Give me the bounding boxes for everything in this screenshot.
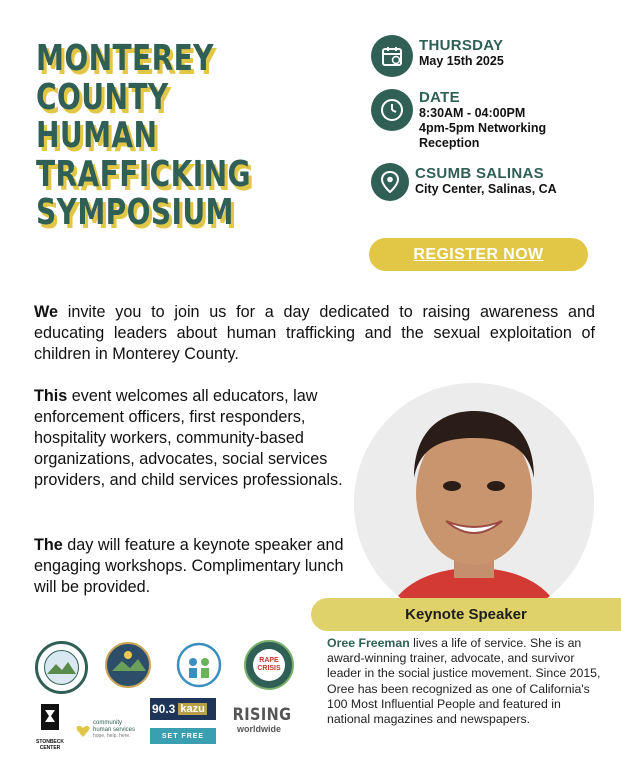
intro-lead: We (34, 303, 58, 321)
agenda-lead: The (34, 536, 63, 554)
community-text: community human services (93, 720, 136, 733)
set-free-logo: SET FREE (150, 728, 216, 744)
agenda-paragraph (34, 535, 364, 598)
kazu-logo (150, 698, 216, 720)
map-pin-icon (371, 163, 409, 201)
register-now-button[interactable]: REGISTER NOW (369, 238, 588, 271)
rape-crisis-text: RAPE CRISIS (253, 649, 285, 681)
reception-line: Reception (419, 136, 480, 150)
audience-text: event welcomes all educators, law enforcement officers, first responders, hospitality workers, community-based organizations, advocates, social services providers, and child services professionals. (34, 387, 343, 489)
community-tagline: hope. help. here. (93, 733, 131, 739)
county-seal-logo (34, 640, 89, 700)
event-title (36, 40, 251, 233)
audience-lead: This (34, 387, 68, 405)
date-text: May 15th 2025 (419, 54, 504, 68)
partner-circle-logo (176, 642, 222, 693)
agenda-text: day will feature a keynote speaker and engaging workshops. Complimentary lunch will be provided. (34, 536, 344, 596)
keynote-speaker-label: Keynote Speaker (311, 598, 621, 631)
speaker-bio-text: lives a life of service. She is an award-winning trainer, advocate, and survivor leader in the social justice movement. Since 2015, Oree has been recognized as one of California's 100 Most Influential People and featured in national magazines and newspapers. (327, 636, 601, 727)
kazu-frequency: 90.3 (152, 702, 176, 716)
speaker-bio (327, 636, 607, 727)
title-line: HUMAN (36, 115, 158, 156)
rising-text: RISING (232, 705, 292, 725)
calendar-icon (371, 35, 413, 77)
audience-paragraph (34, 386, 364, 491)
title-line: TRAFFICKING (36, 153, 251, 195)
time-line: 8:30AM - 04:00PM (419, 106, 526, 120)
keynote-speaker-photo (354, 383, 594, 623)
stonbeck-text: STONBECK CENTER (36, 739, 64, 751)
location-heading: CSUMB SALINAS (415, 165, 544, 182)
day-heading: THURSDAY (419, 37, 504, 54)
intro-paragraph (34, 302, 595, 365)
speaker-name: Oree Freeman (327, 636, 410, 650)
rising-sub-text: worldwide (236, 724, 281, 734)
stonbeck-center-logo (36, 702, 64, 751)
community-human-services-logo (76, 720, 138, 739)
networking-line: 4pm-5pm Networking (419, 121, 547, 135)
time-heading: DATE (419, 89, 460, 106)
rape-crisis-center-logo (244, 640, 294, 690)
title-line: MONTEREY (36, 38, 214, 79)
clock-icon (371, 89, 413, 131)
intro-text: invite you to join us for a day dedicated to raising awareness and educating leaders about human trafficking and the sexual exploitation of children in Monterey County. (34, 303, 595, 363)
county-office-logo (104, 641, 152, 694)
rising-worldwide-logo (228, 706, 290, 734)
title-line: COUNTY (36, 76, 169, 118)
kazu-text: kazu (180, 703, 205, 715)
location-address: City Center, Salinas, CA (415, 182, 557, 196)
title-line: SYMPOSIUM (36, 192, 234, 233)
